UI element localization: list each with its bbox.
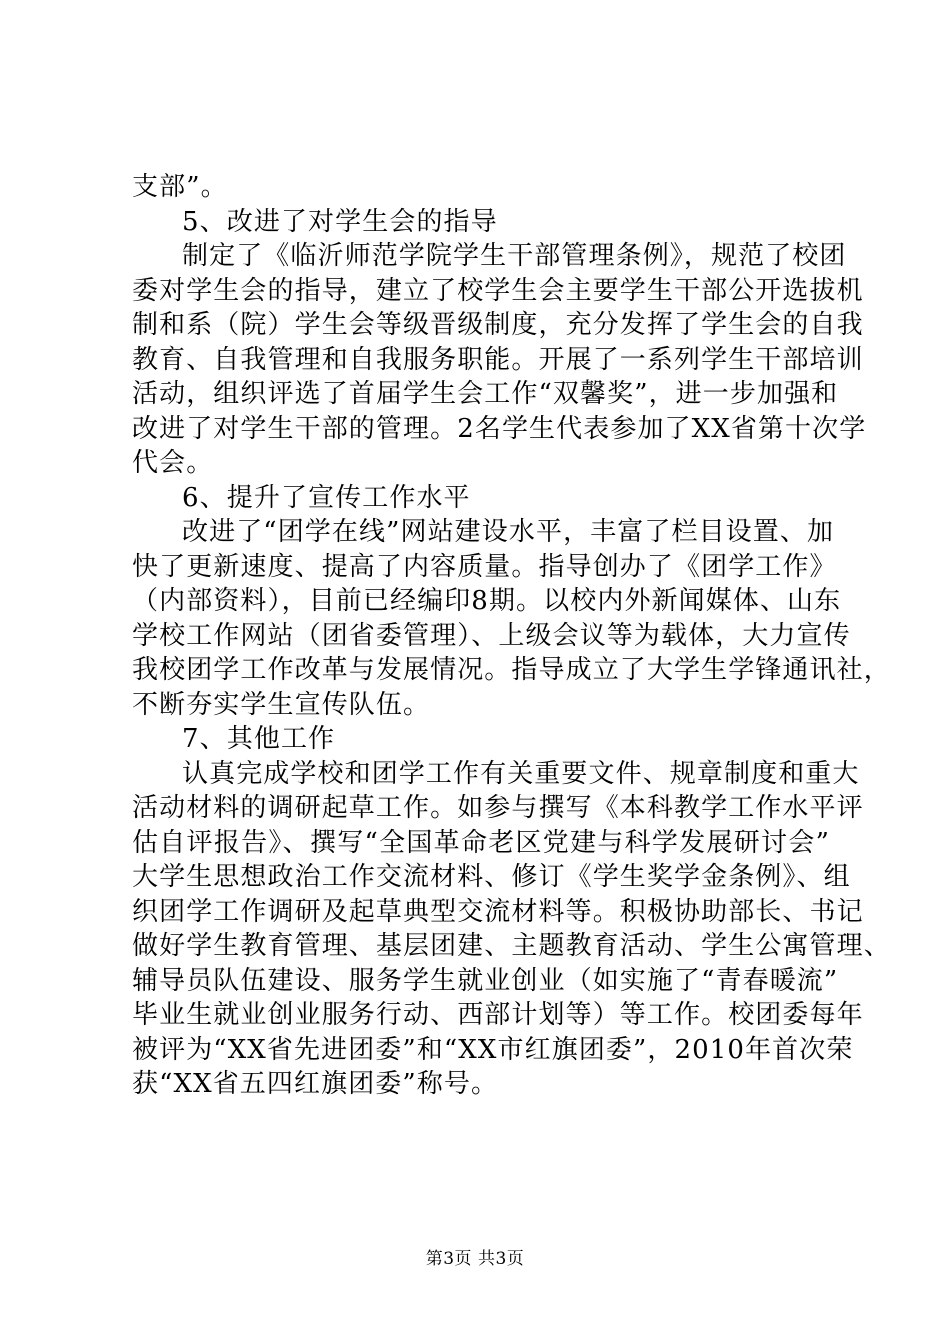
paragraph-line: 代会。 (132, 448, 214, 478)
paragraph-line: 织团学工作调研及起草典型交流材料等。积极协助部长、书记 (132, 896, 864, 927)
paragraph-line: 不断夯实学生宣传队伍。 (132, 689, 431, 720)
section-heading-7: 7、其他工作 (182, 724, 336, 754)
paragraph-line: 认真完成学校和团学工作有关重要文件、规章制度和重大 (182, 758, 860, 789)
paragraph-line: 教育、自我管理和自我服务职能。开展了一系列学生干部培训 (132, 344, 864, 375)
paragraph-line: 我校团学工作改革与发展情况。指导成立了大学生学锋通讯社， (132, 655, 891, 685)
paragraph-line: 大学生思想政治工作交流材料、修订《学生奖学金条例》、组 (132, 862, 851, 892)
paragraph-line: 做好学生教育管理、基层团建、主题教育活动、学生公寓管理、 (132, 931, 891, 961)
page-footer: 第3页 共3页 (425, 1249, 525, 1269)
paragraph-line: 快了更新速度、提高了内容质量。指导创办了《团学工作》 (132, 551, 837, 582)
paragraph-line: 学校工作网站（团省委管理）、上级会议等为载体，大力宣传 (132, 620, 851, 651)
paragraph-line: 活动材料的调研起草工作。如参与撰写《本科教学工作水平评 (132, 793, 864, 823)
paragraph-line: 估自评报告》、撰写“全国革命老区党建与科学发展研讨会” (132, 827, 830, 858)
section-heading-6: 6、提升了宣传工作水平 (182, 482, 471, 513)
paragraph-line: 活动，组织评选了首届学生会工作“双馨奖”，进一步加强和 (132, 379, 839, 409)
paragraph-line: 被评为“XX省先进团委”和“XX市红旗团委”，2010年首次荣 (132, 1034, 854, 1065)
document-body (132, 170, 891, 1102)
paragraph-line: 委对学生会的指导，建立了校学生会主要学生干部公开选拔机 (132, 275, 864, 306)
paragraph-line: 毕业生就业创业服务行动、西部计划等）等工作。校团委每年 (132, 1000, 864, 1030)
paragraph-line: （内部资料），目前已经编印8期。以校内外新闻媒体、山东 (132, 586, 842, 616)
text-line: 支部”。 (132, 172, 228, 202)
section-heading-5: 5、改进了对学生会的指导 (182, 206, 498, 237)
paragraph-line: 改进了“团学在线”网站建设水平，丰富了栏目设置、加 (182, 517, 835, 547)
paragraph-line: 制定了《临沂师范学院学生干部管理条例》，规范了校团 (182, 241, 847, 271)
paragraph-line: 制和系（院）学生会等级晋级制度，充分发挥了学生会的自我 (132, 310, 864, 340)
paragraph-line: 获“XX省五四红旗团委”称号。 (132, 1069, 499, 1099)
paragraph-line: 改进了对学生干部的管理。2名学生代表参加了XX省第十次学 (132, 413, 867, 444)
paragraph-line: 辅导员队伍建设、服务学生就业创业（如实施了“青春暖流” (132, 965, 839, 996)
